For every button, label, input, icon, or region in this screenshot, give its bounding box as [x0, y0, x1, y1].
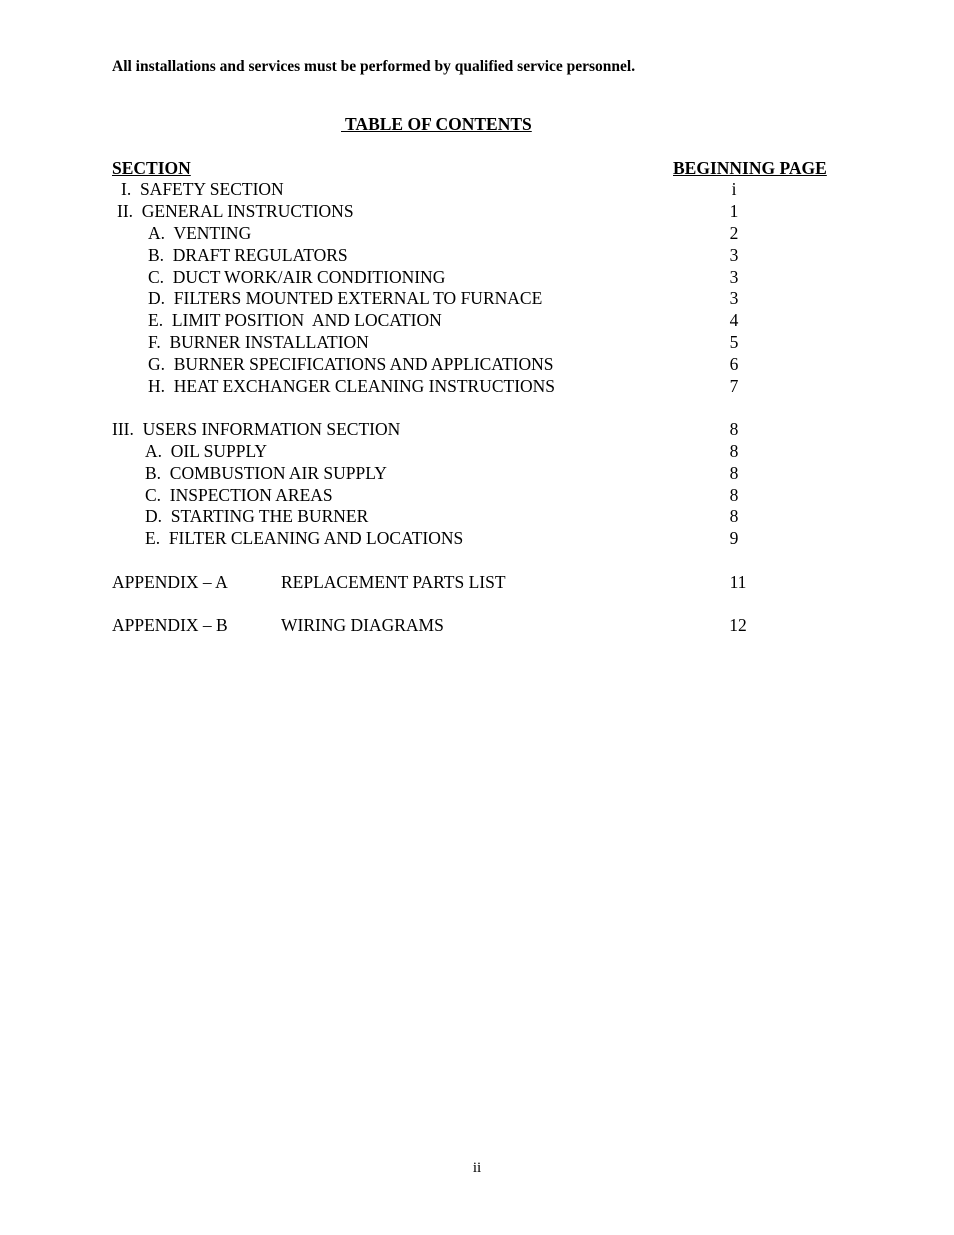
toc-entry-label: C. DUCT WORK/AIR CONDITIONING — [148, 267, 446, 287]
toc-entry-page: i — [731, 179, 737, 199]
toc-entry-page: 3 — [729, 267, 739, 287]
toc-entry-page: 6 — [729, 354, 739, 374]
toc-entry-page: 7 — [729, 376, 739, 396]
toc-entry-label: C. INSPECTION AREAS — [145, 485, 333, 505]
toc-entry-label: I. SAFETY SECTION — [121, 179, 284, 199]
section-column-header: SECTION — [112, 158, 191, 178]
appendix-page: 11 — [729, 572, 747, 592]
appendix-title: REPLACEMENT PARTS LIST — [281, 572, 506, 592]
toc-entry-page: 8 — [729, 419, 739, 439]
toc-entry-label: D. FILTERS MOUNTED EXTERNAL TO FURNACE — [148, 288, 543, 308]
appendix-page: 12 — [729, 615, 747, 635]
toc-entry-page: 8 — [729, 463, 739, 483]
appendix-title: WIRING DIAGRAMS — [281, 615, 444, 635]
toc-entry-page: 8 — [729, 485, 739, 505]
toc-entry-page: 8 — [729, 441, 739, 461]
toc-entry-page: 4 — [729, 310, 739, 330]
appendix-label: APPENDIX – B — [112, 615, 228, 635]
toc-entry-page: 1 — [729, 201, 739, 221]
toc-entry-page: 2 — [729, 223, 739, 243]
toc-entry-label: II. GENERAL INSTRUCTIONS — [117, 201, 354, 221]
toc-entry-label: A. OIL SUPPLY — [145, 441, 268, 461]
toc-entry-page: 8 — [729, 506, 739, 526]
toc-entry-label: A. VENTING — [148, 223, 252, 243]
page-number: ii — [472, 1160, 482, 1176]
toc-entry-page: 3 — [729, 245, 739, 265]
toc-entry-label: B. DRAFT REGULATORS — [148, 245, 348, 265]
beginning-page-column-header: BEGINNING PAGE — [673, 158, 827, 178]
toc-entry-label: D. STARTING THE BURNER — [145, 506, 369, 526]
toc-entry-label: III. USERS INFORMATION SECTION — [112, 419, 401, 439]
toc-entry-label: E. LIMIT POSITION AND LOCATION — [148, 310, 442, 330]
appendix-label: APPENDIX – A — [112, 572, 228, 592]
toc-entry-page: 9 — [729, 528, 739, 548]
toc-entry-label: H. HEAT EXCHANGER CLEANING INSTRUCTIONS — [148, 376, 556, 396]
toc-entry-label: B. COMBUSTION AIR SUPPLY — [145, 463, 387, 483]
toc-entry-label: E. FILTER CLEANING AND LOCATIONS — [145, 528, 464, 548]
toc-entry-page: 3 — [729, 288, 739, 308]
toc-entry-page: 5 — [729, 332, 739, 352]
page-title: TABLE OF CONTENTS — [341, 114, 532, 134]
safety-notice: All installations and services must be performed by qualified service personnel. — [112, 58, 636, 75]
toc-entry-label: F. BURNER INSTALLATION — [148, 332, 369, 352]
toc-entry-label: G. BURNER SPECIFICATIONS AND APPLICATIONS — [148, 354, 554, 374]
